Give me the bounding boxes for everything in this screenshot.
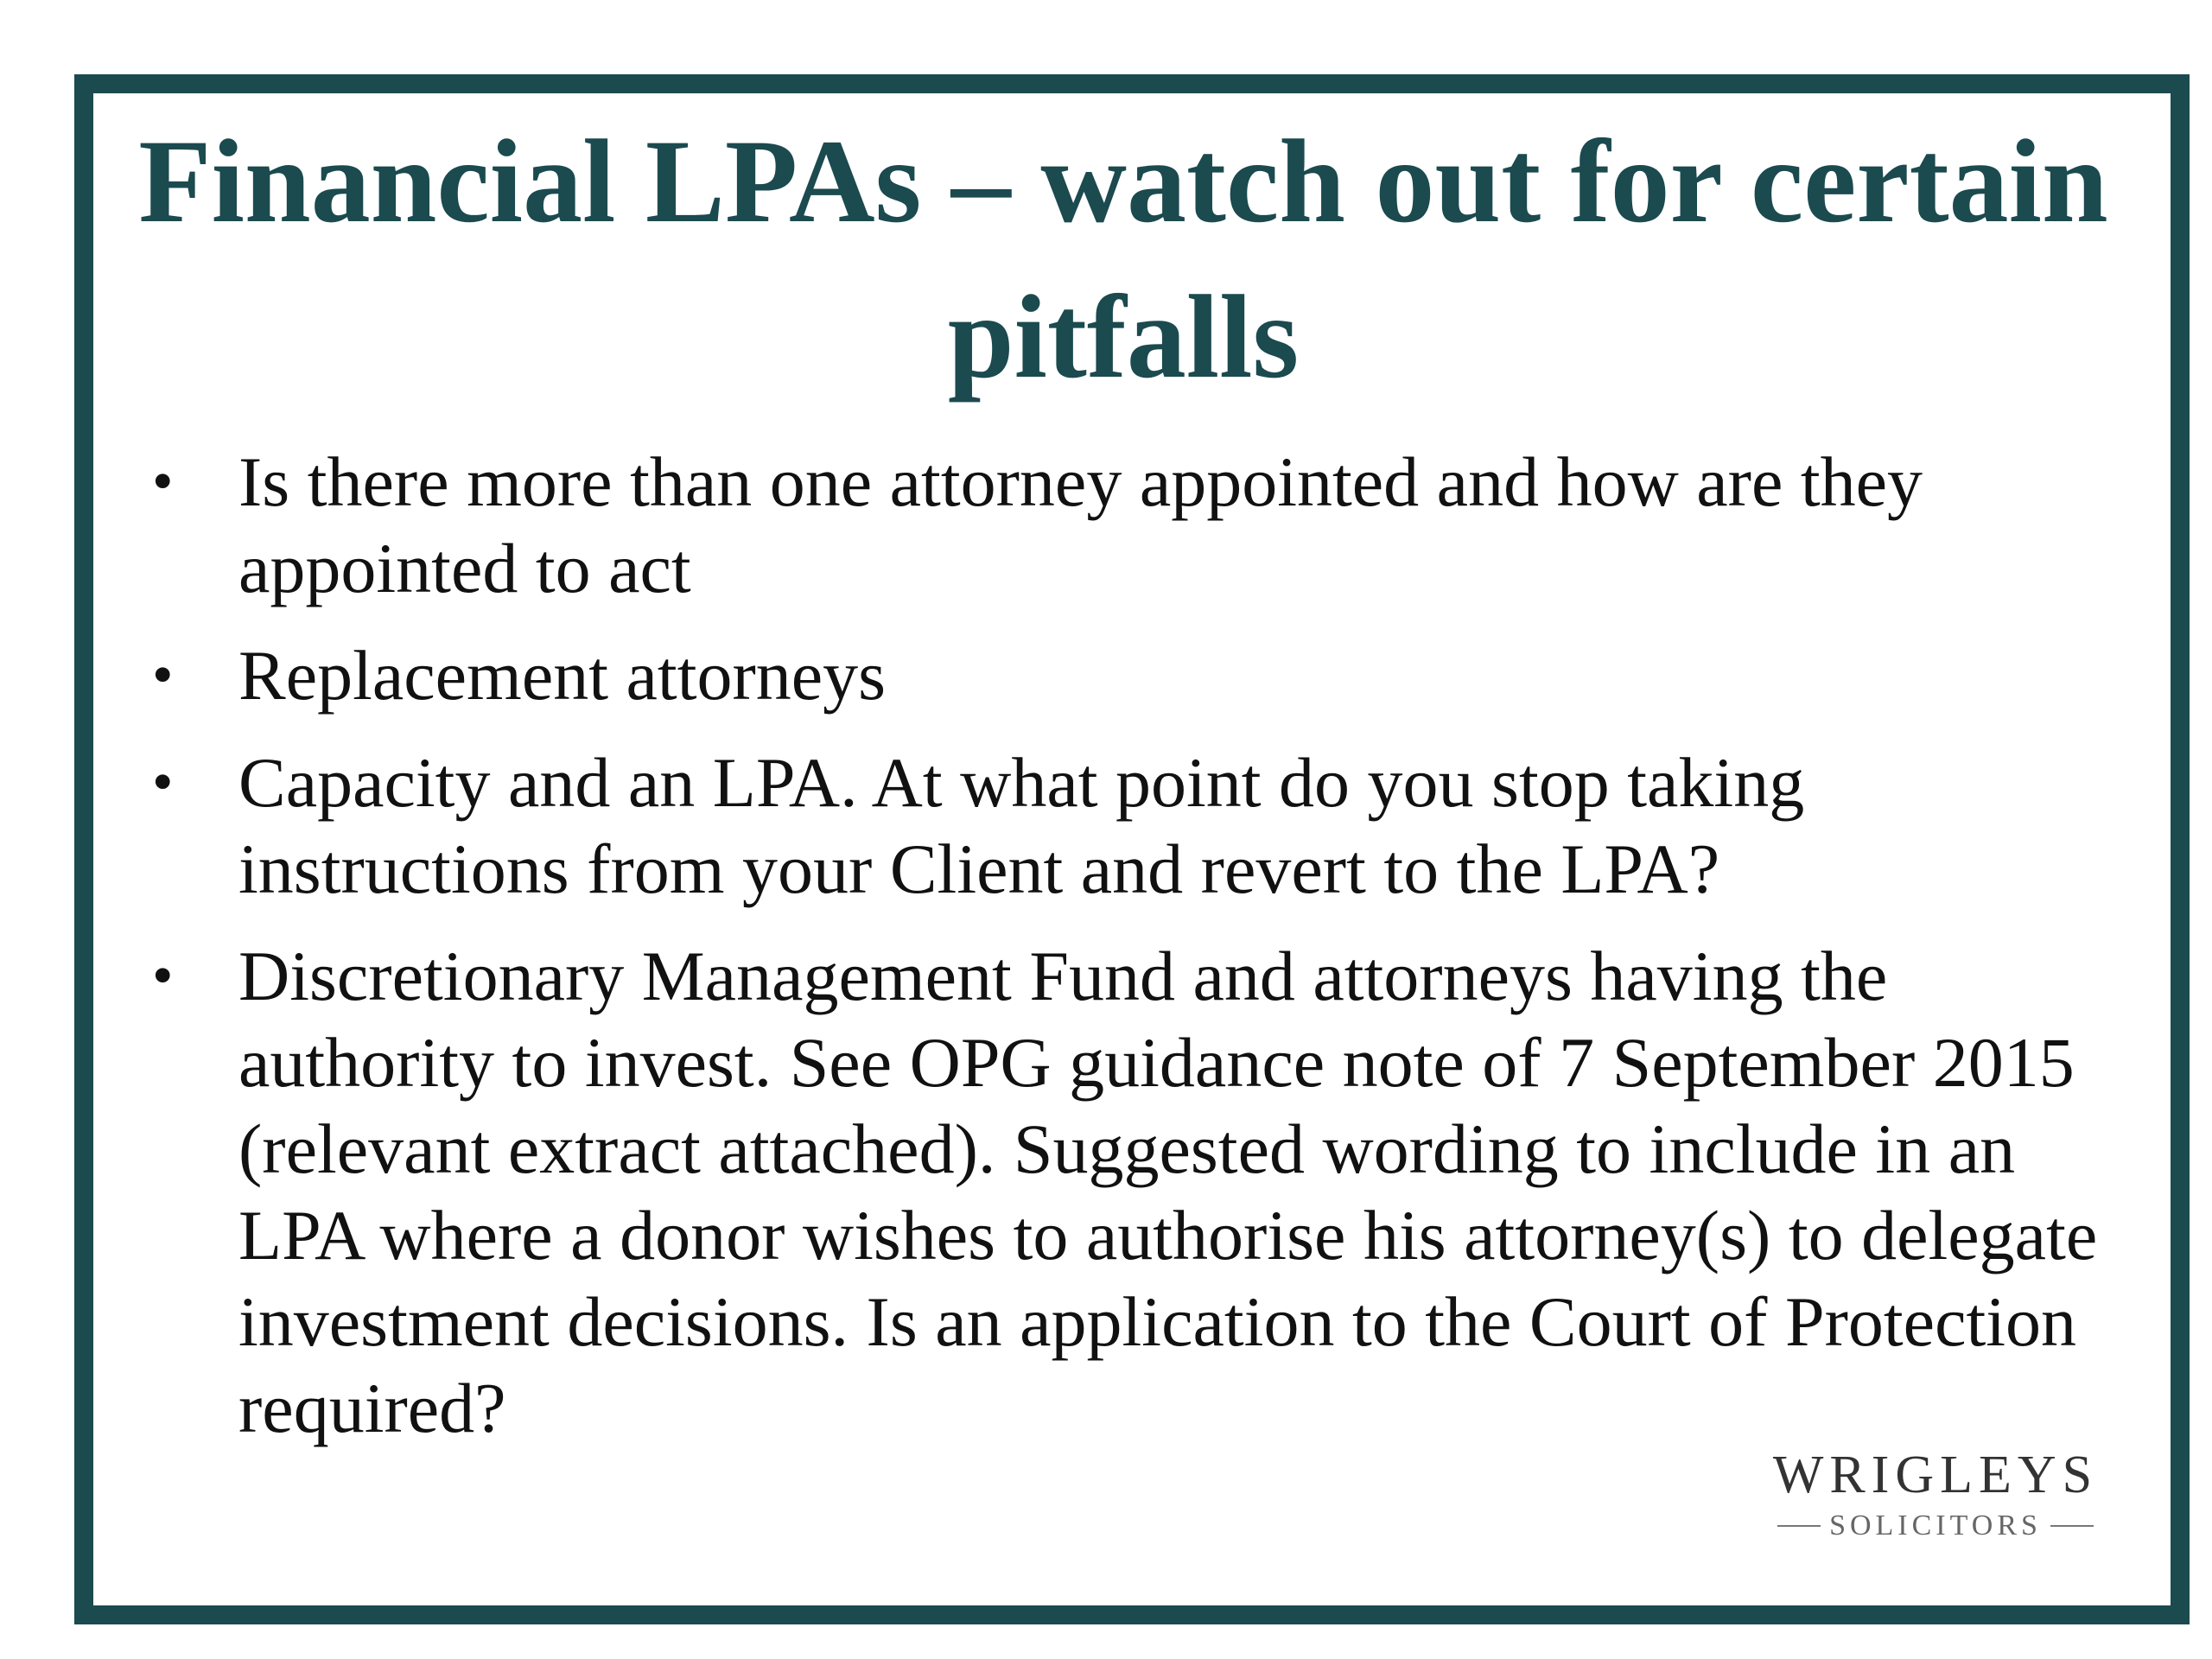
bullet-item — [152, 632, 2131, 719]
logo-rule-right — [2050, 1525, 2094, 1527]
wrigleys-logo — [1754, 1445, 2117, 1543]
bullet-point-icon: • — [152, 749, 174, 816]
logo-subtitle: SOLICITORS — [1829, 1510, 2042, 1541]
bullet-point-icon: • — [152, 448, 174, 515]
bullet-item — [152, 439, 2131, 612]
logo-subtitle-row — [1754, 1509, 2117, 1543]
slide-title: Financial LPAs – watch out for certain pitfalls — [138, 115, 2108, 403]
logo-name: WRIGLEYS — [1772, 1446, 2099, 1504]
logo-rule-left — [1777, 1525, 1821, 1527]
bullet-list — [152, 439, 2131, 1472]
bullet-text: Discretionary Management Fund and attorneys having the authority to invest. See OPG guidance note of 7 September 2015 (relevant extract attached). Suggested wording to include in an LPA where a donor wishes to authorise his attorney(s) to delegate investment decisions. Is an application to the Court of Protection required? — [238, 937, 2098, 1447]
bullet-text: Is there more than one attorney appointed and how are they appointed to act — [238, 442, 1923, 607]
bullet-item — [152, 933, 2131, 1452]
bullet-point-icon: • — [152, 642, 174, 709]
bullet-text: Replacement attorneys — [238, 636, 887, 715]
bullet-point-icon: • — [152, 943, 174, 1009]
bullet-text: Capacity and an LPA. At what point do you stop taking instructions from your Client and revert to the LPA? — [238, 743, 1805, 908]
bullet-item — [152, 740, 2131, 912]
